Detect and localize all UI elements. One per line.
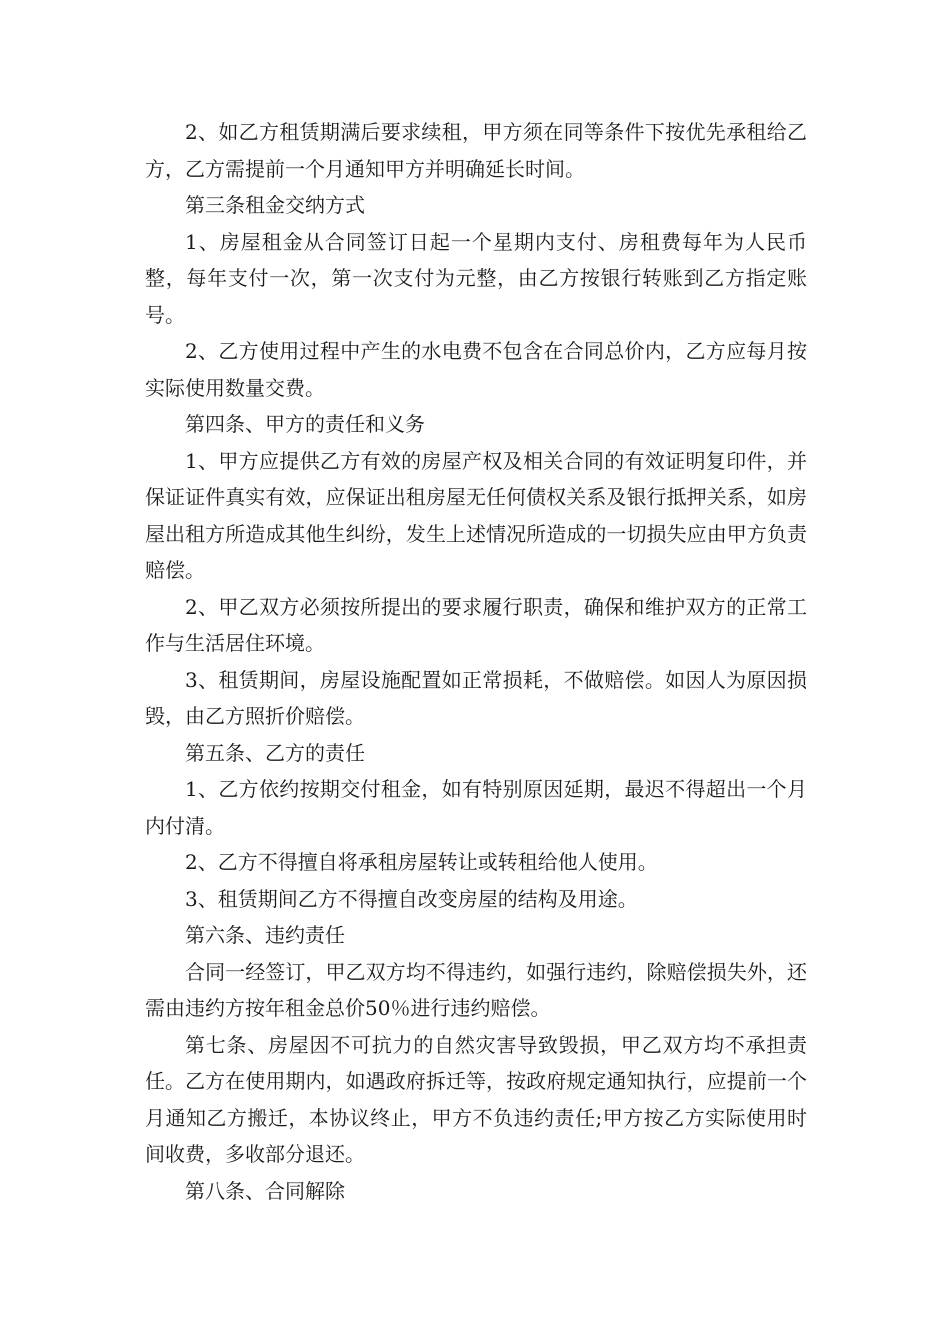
heading-article-4: 第四条、甲方的责任和义务 (185, 412, 425, 436)
clause-rent-payment: 1、房屋租金从合同签订日起一个星期内支付、房租费每年为人民币整，每年支付一次，第一次支付为元整，由乙方按银行转账到乙方指定账号。 (145, 229, 807, 327)
heading-article-6: 第六条、违约责任 (185, 923, 345, 947)
heading-article-8: 第八条、合同解除 (185, 1178, 345, 1203)
clause-wear-and-damage: 3、租赁期间，房屋设施配置如正常损耗，不做赔偿。如因人为原因损毁，由乙方照折价赔偿。 (145, 667, 807, 728)
heading-article-5: 第五条、乙方的责任 (185, 740, 365, 765)
clause-no-sublet: 2、乙方不得擅自将承租房屋转让或转租给他人使用。 (185, 850, 658, 874)
document-body (145, 114, 807, 1209)
clause-utilities: 2、乙方使用过程中产生的水电费不包含在合同总价内，乙方应每月按实际使用数量交费。 (145, 339, 807, 400)
clause-lessor-proof: 1、甲方应提供乙方有效的房屋产权及相关合同的有效证明复印件，并保证证件真实有效，应保证出租房屋无任何债权关系及银行抵押关系，如房屋出租方所造成其他生纠纷，发生上述情况所造成的一切损失应由甲方负责赔偿。 (145, 448, 807, 582)
clause-no-alteration: 3、租赁期间乙方不得擅自改变房屋的结构及用途。 (185, 886, 638, 911)
clause-mutual-duties: 2、甲乙双方必须按所提出的要求履行职责，确保和维护双方的正常工作与生活居住环境。 (145, 594, 807, 655)
heading-article-3: 第三条租金交纳方式 (185, 193, 365, 217)
clause-on-time-payment: 1、乙方依约按期交付租金，如有特别原因延期，最迟不得超出一个月内付清。 (145, 777, 807, 838)
clause-renewal: 2、如乙方租赁期满后要求续租，甲方须在同等条件下按优先承租给乙方，乙方需提前一个月通知甲方并明确延长时间。 (145, 120, 807, 181)
clause-article-7-force-majeure: 第七条、房屋因不可抗力的自然灾害导致毁损，甲乙双方均不承担责任。乙方在使用期内，如遇政府拆迁等，按政府规定通知执行，应提前一个月通知乙方搬迁，本协议终止，甲方不负违约责任;甲方按乙方实际使用时间收费，多收部分退还。 (145, 1032, 807, 1166)
clause-breach: 合同一经签订，甲乙双方均不得违约，如强行违约，除赔偿损失外，还需由违约方按年租金总价50％进行违约赔偿。 (145, 959, 807, 1020)
